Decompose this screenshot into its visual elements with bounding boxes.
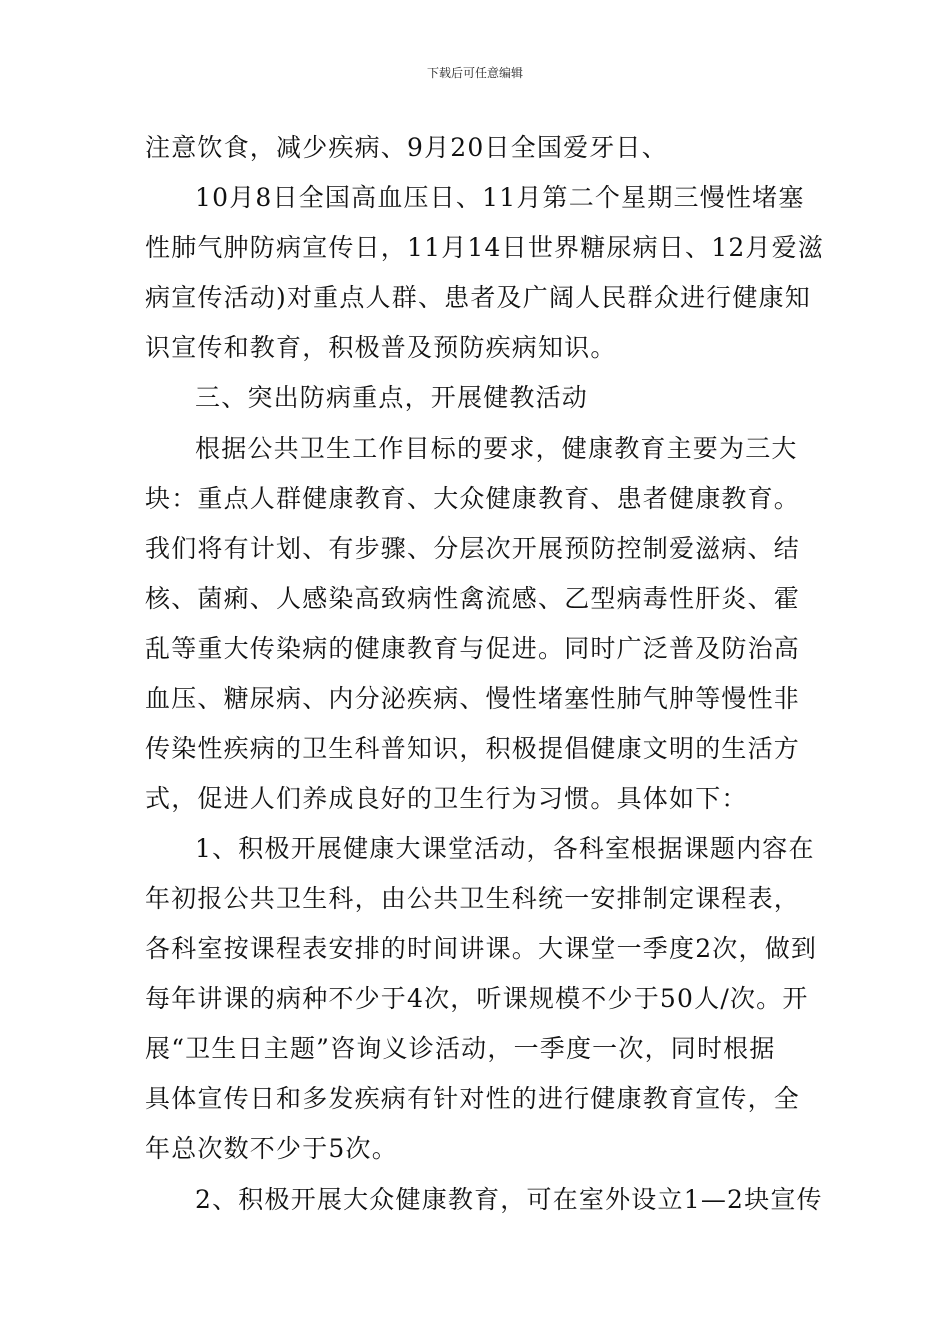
text-line-8: 块：重点人群健康教育、大众健康教育、患者健康教育。 [145,484,801,513]
text-line-20: 具体宣传日和多发疾病有针对性的进行健康教育宣传，全 [145,1084,801,1113]
text-line-11: 乱等重大传染病的健康教育与促进。同时广泛普及防治高 [145,634,801,663]
text-line-2: 10月8日全国高血压日、11月第二个星期三慢性堵塞 [195,183,805,212]
text-line-9: 我们将有计划、有步骤、分层次开展预防控制爱滋病、结 [145,534,801,563]
text-line-13: 传染性疾病的卫生科普知识，积极提倡健康文明的生活方 [145,734,801,763]
text-line-16: 年初报公共卫生科，由公共卫生科统一安排制定课程表， [145,884,801,913]
text-line-19: 展“卫生日主题”咨询义诊活动，一季度一次，同时根据 [145,1034,776,1063]
text-line-3: 性肺气肿防病宣传日，11月14日世界糖尿病日、12月爱滋 [145,233,825,262]
text-line-1: 注意饮食，减少疾病、9月20日全国爱牙日、 [145,133,668,162]
text-line-15: 1、积极开展健康大课堂活动，各科室根据课题内容在 [195,834,815,863]
section-heading: 三、突出防病重点，开展健教活动 [195,383,589,412]
text-line-17: 各科室按课程表安排的时间讲课。大课堂一季度2次，做到 [145,934,818,963]
text-line-18: 每年讲课的病种不少于4次，听课规模不少于50人/次。开 [145,984,809,1013]
text-line-12: 血压、糖尿病、内分泌疾病、慢性堵塞性肺气肿等慢性非 [145,684,801,713]
text-line-22: 2、积极开展大众健康教育，可在室外设立1—2块宣传 [195,1185,823,1214]
text-line-5: 识宣传和教育，积极普及预防疾病知识。 [145,333,617,362]
text-line-14: 式，促进人们养成良好的卫生行为习惯。具体如下： [145,784,748,813]
text-line-21: 年总次数不少于5次。 [145,1134,398,1163]
page-header-note: 下载后可任意编辑 [426,66,523,80]
text-line-7: 根据公共卫生工作目标的要求，健康教育主要为三大 [195,434,798,463]
text-line-4: 病宣传活动)对重点人群、患者及广阔人民群众进行健康知 [145,283,811,312]
text-line-10: 核、菌痢、人感染高致病性禽流感、乙型病毒性肝炎、霍 [145,584,801,613]
